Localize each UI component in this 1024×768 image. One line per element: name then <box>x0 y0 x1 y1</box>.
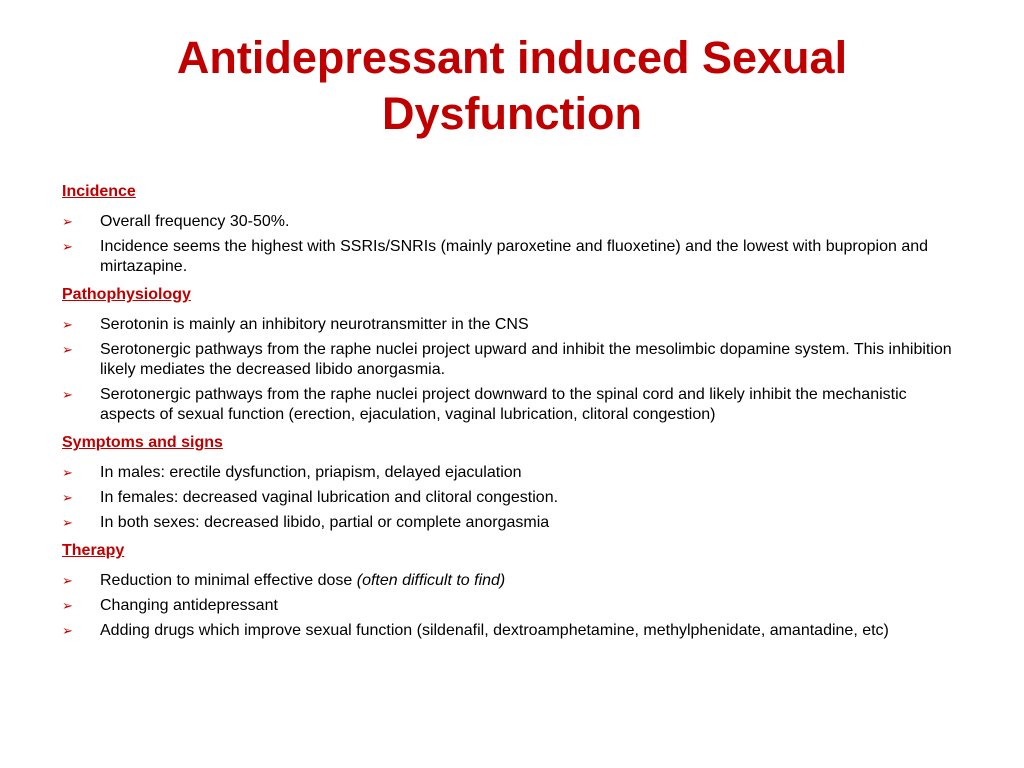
arrow-bullet-icon: ➢ <box>62 387 73 402</box>
bullet-item <box>62 571 962 591</box>
section-therapy <box>62 540 962 641</box>
bullet-text <box>100 572 505 589</box>
section-heading: Symptoms and signs <box>62 434 223 451</box>
bullet-item <box>62 488 962 508</box>
bullet-item <box>62 315 962 335</box>
section-pathophysiology <box>62 284 962 425</box>
arrow-bullet-icon: ➢ <box>62 515 73 530</box>
bullet-list <box>62 212 962 277</box>
bullet-list <box>62 463 962 533</box>
arrow-bullet-icon: ➢ <box>62 598 73 613</box>
arrow-bullet-icon: ➢ <box>62 342 73 357</box>
bullet-list <box>62 571 962 641</box>
bullet-item <box>62 463 962 483</box>
bullet-item <box>62 340 962 380</box>
bullet-item <box>62 596 962 616</box>
arrow-bullet-icon: ➢ <box>62 465 73 480</box>
bullet-text: Overall frequency 30-50%. <box>100 213 290 230</box>
bullet-item <box>62 237 962 277</box>
section-symptoms-and-signs <box>62 432 962 533</box>
bullet-text: Serotonin is mainly an inhibitory neurotransmitter in the CNS <box>100 316 529 333</box>
arrow-bullet-icon: ➢ <box>62 623 73 638</box>
bullet-text: In both sexes: decreased libido, partial or complete anorgasmia <box>100 514 550 531</box>
section-incidence <box>62 181 962 277</box>
arrow-bullet-icon: ➢ <box>62 214 73 229</box>
arrow-bullet-icon: ➢ <box>62 317 73 332</box>
bullet-text: In males: erectile dysfunction, priapism, delayed ejaculation <box>100 464 522 481</box>
bullet-text: Changing antidepressant <box>100 597 278 614</box>
slide-title: Antidepressant induced Sexual Dysfunction <box>176 32 848 139</box>
section-heading: Pathophysiology <box>62 286 191 303</box>
bullet-text: Serotonergic pathways from the raphe nuclei project upward and inhibit the mesolimbic dopamine system. This inhibition likely mediates the decreased libido anorgasmia. <box>100 341 952 378</box>
arrow-bullet-icon: ➢ <box>62 239 73 254</box>
bullet-text-plain: Reduction to minimal effective dose <box>100 572 357 589</box>
bullet-list <box>62 315 962 425</box>
bullet-text: In females: decreased vaginal lubrication and clitoral congestion. <box>100 489 559 506</box>
arrow-bullet-icon: ➢ <box>62 490 73 505</box>
slide-content <box>62 181 962 648</box>
bullet-text: Incidence seems the highest with SSRIs/SNRIs (mainly paroxetine and fluoxetine) and the lowest with bupropion and mirtazapine. <box>100 238 929 275</box>
arrow-bullet-icon: ➢ <box>62 573 73 588</box>
bullet-text: Adding drugs which improve sexual function (sildenafil, dextroamphetamine, methylphenidate, amantadine, etc) <box>100 622 889 639</box>
bullet-item <box>62 212 962 232</box>
bullet-item <box>62 621 962 641</box>
section-heading: Incidence <box>62 183 136 200</box>
bullet-text-emphasis: (often difficult to find) <box>356 572 506 589</box>
bullet-item <box>62 513 962 533</box>
section-heading: Therapy <box>62 542 125 559</box>
bullet-text: Serotonergic pathways from the raphe nuclei project downward to the spinal cord and likely inhibit the mechanistic aspects of sexual function (erection, ejaculation, vaginal lubrication, clitoral congestion) <box>100 386 907 423</box>
bullet-item <box>62 385 962 425</box>
